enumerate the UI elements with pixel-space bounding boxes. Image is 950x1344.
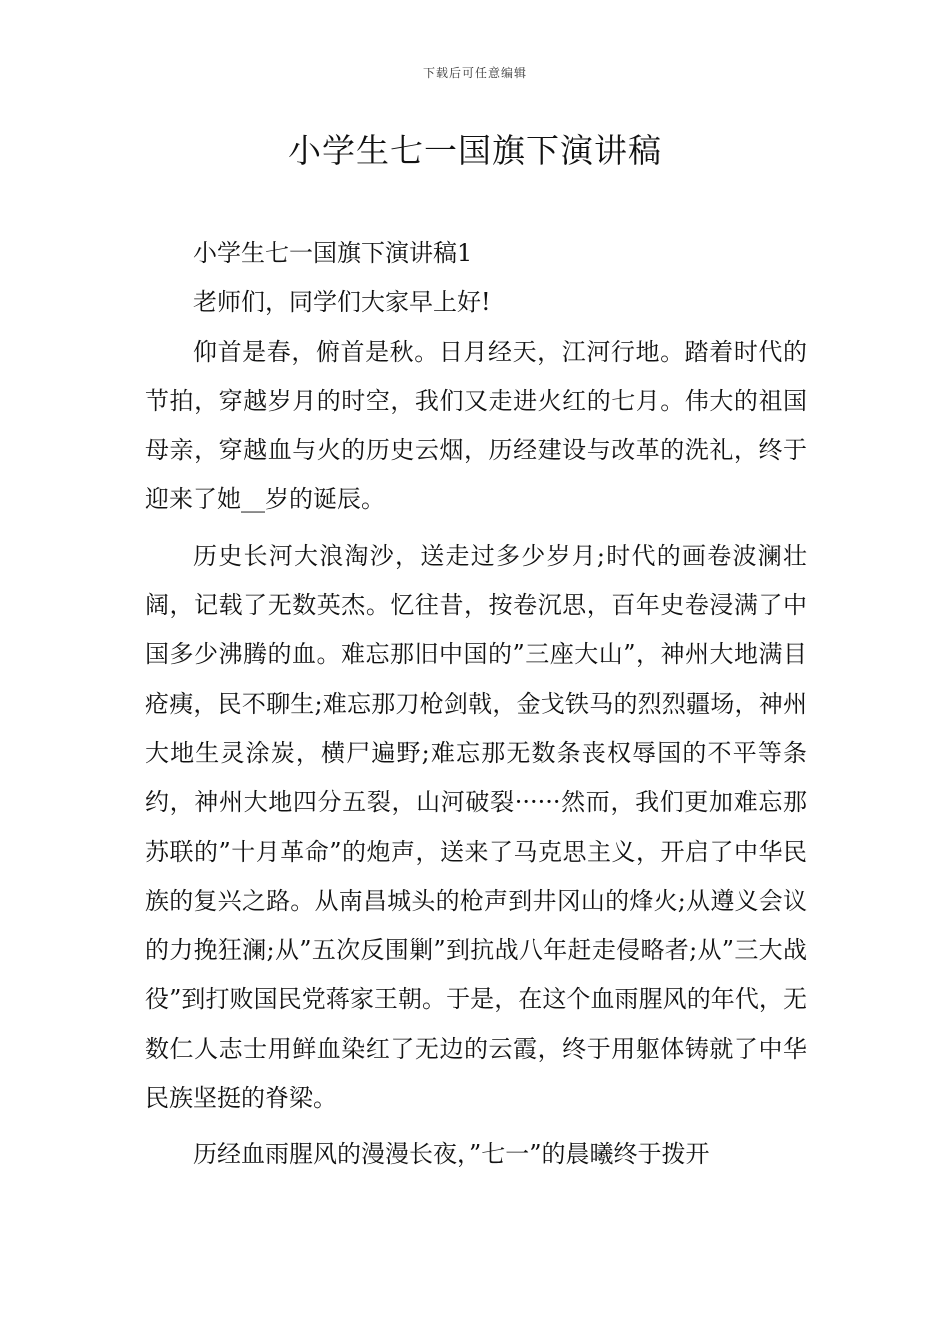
document-title: 小学生七一国旗下演讲稿 [288, 131, 662, 170]
paragraph-2: 历史长河大浪淘沙，送走过多少岁月;时代的画卷波澜壮阔，记载了无数英杰。忆往昔，按卷沉思，百年史卷浸满了中国多少沸腾的血。难忘那旧中国的”三座大山”，神州大地满目疮痍，民不聊生;难忘那刀枪剑戟，金戈铁马的烈烈疆场，神州大地生灵涂炭，横尸遍野;难忘那无数条丧权辱国的不平等条约，神州大地四分五裂，山河破裂······然而，我们更加难忘那苏联的”十月革命”的炮声，送来了马克思主义，开启了中华民族的复兴之路。从南昌城头的枪声到井冈山的烽火;从遵义会议的力挽狂澜;从”五次反围剿”到抗战八年赶走侵略者;从”三大战役”到打败国民党蒋家王朝。于是，在这个血雨腥风的年代，无数仁人志士用鲜血染红了无边的云霞，终于用躯体铸就了中华民族坚挺的脊梁。 [145, 541, 807, 1113]
paragraph-3: 历经血雨腥风的漫漫长夜，”七一”的晨曦终于拨开 [193, 1140, 710, 1169]
document-body [145, 229, 807, 1180]
paragraph-1: 仰首是春，俯首是秋。日月经天，江河行地。踏着时代的节拍，穿越岁月的时空，我们又走进火红的七月。伟大的祖国母亲，穿越血与火的历史云烟，历经建设与改革的洗礼，终于迎来了她__岁的诞辰。 [145, 337, 807, 514]
header-note: 下载后可任意编辑 [422, 66, 527, 80]
greeting-line: 老师们，同学们大家早上好! [193, 288, 491, 317]
section-subtitle: 小学生七一国旗下演讲稿1 [193, 239, 473, 267]
